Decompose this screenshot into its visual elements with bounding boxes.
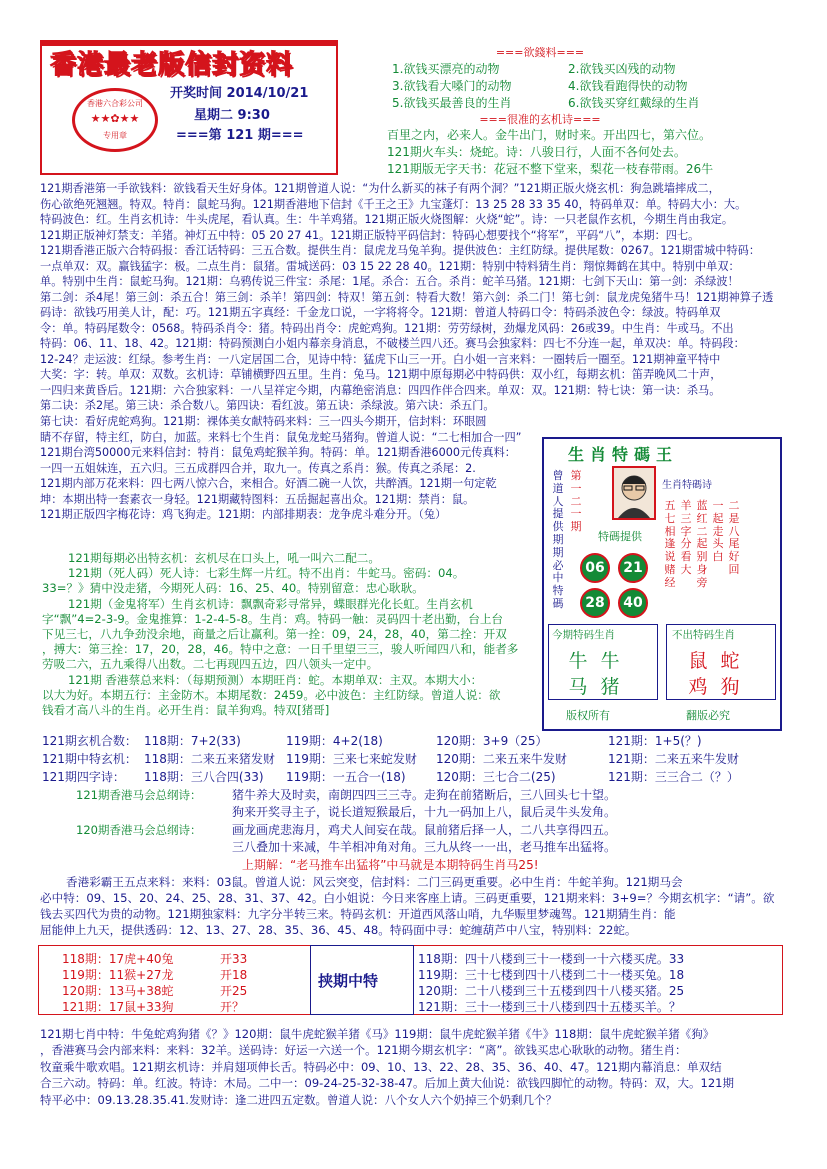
table-row-label: 121期玄机合数： xyxy=(42,734,137,748)
wish-item: 5.欲钱买最善良的生肖 xyxy=(392,96,512,110)
text-line: 121期正版神灯禁支：羊猪。神灯五中特：05 20 27 41。121期正版特平码信封：特码心想要找个“将军”，平码“八”，本期：四七。 xyxy=(40,228,700,242)
text-line: 坤：本期出特一套素衣一身轻。121期藏特图料：五岳掘起喜出众。121期：禁肖：鼠。 xyxy=(40,492,475,506)
table-cell: 120期：3+9（25） xyxy=(436,734,548,748)
text-line: 大奖：字：转。单双：双数。玄机诗：草铺横野四五里。生肖：兔马。121期中原每期必中特码供：双小红，每期玄机：笛弄晚风二十声， xyxy=(40,368,722,381)
text-line: 令：单。特码尾数令：0568。特码杀肖令：猪。特码出肖令：虎蛇鸡狗。121期：劳劳绿树，劲爆龙风码：26或39。中生肖：牛或马。不出 xyxy=(40,321,734,335)
king-paragraph xyxy=(40,874,774,938)
special-number: 40 xyxy=(618,588,648,618)
table-cell: 121期：三三合二（？） xyxy=(608,770,739,784)
center-label: 挟期中特 xyxy=(318,972,379,990)
text-line: 121期台湾50000元来料信封：特肖：鼠兔鸡蛇猴羊狗。特码：单。121期香港6000元传真料： xyxy=(40,446,516,459)
special-number: 06 xyxy=(580,553,610,583)
text-line: 12-24？走运波：红绿。参考生肖：一八定居国二合，见诗中特：猛虎下山三一开。白小姐一言来料：一圈转后一圈至。121期神童平特中 xyxy=(40,352,721,366)
seal-stars: ★★✿★★ xyxy=(90,112,140,125)
text-line: 必中特：09、15、20、24、25、28、31、37、42。白小姐说：今日来客座上请。三码更重要，121期来料：3+9=？今期玄机字：“请”。欲 xyxy=(40,891,775,905)
bottom-left-row: 119期：11猴+27龙 xyxy=(62,968,174,982)
text-line: 121期内部万花来料：四七两八惊六合，来相合。好酒二碗一人饮，共醉酒。121期一句定乾 xyxy=(40,477,497,490)
wish-title: ===欲錢料=== xyxy=(495,46,585,59)
horse-icon: 马 xyxy=(568,676,588,698)
text-line: 屈能伸上九天，提供透码：12、13、27、28、35、36、45、48。特码面中寻：蛇缠葫芦中八宝，特别料：22蛇。 xyxy=(40,923,637,937)
wish-item: 6.欲钱买穿红戴绿的生肖 xyxy=(568,96,700,110)
horse-line: 狗来开奖寻主子，说长道短猴最后，十九一码加上八，鼠后灵牛头发角。 xyxy=(232,805,617,819)
table-cell: 121期：1+5(？) xyxy=(608,734,702,748)
horse-label: 121期香港马会总纲诗： xyxy=(76,788,202,802)
not-out-title: 不出特码生肖 xyxy=(672,629,735,641)
horse-label: 120期香港马会总纲诗： xyxy=(76,823,202,837)
text-line: 第七诀：看好虎蛇鸡狗。121期：裸体美女献特码来料：三一四头今期开，信封料：环眼圆 xyxy=(40,415,487,428)
bottom-right-row: 121期：三十一楼到三十八楼到四十五楼买羊。？ xyxy=(418,1000,681,1014)
bottom-left-row: 121期：17鼠+33狗 xyxy=(62,1000,174,1014)
text-line: 第二剑：杀4尾！第三剑：杀五合！第三剑：杀羊！第四剑：特双！第五剑：特看大数！第六剑：杀二门！第七剑：鼠龙虎兔猪牛马！121期神算子透 xyxy=(40,290,774,304)
this-period-title: 今期特码生肖 xyxy=(552,629,615,641)
text-line: 121期 香港蔡总来料：（每期预测）本期旺肖：蛇。本期单双：主双。本期大小： xyxy=(68,672,483,687)
table-cell: 118期：7+2(33) xyxy=(144,734,241,748)
poem-line: 121期火车头：烧蛇。诗：八骏日行，人面不各何处去。 xyxy=(387,145,686,159)
rat-icon: 鼠 xyxy=(688,650,708,672)
text-line: 33=？》猜中没走猪，今期死人码：16、25、40。特别留意：忠心耿耿。 xyxy=(42,581,424,596)
bottom-left-row: 118期：17虎+40兔 xyxy=(62,952,174,966)
text-line: 字“飘”4=2-3-9。金鬼推算：1-2-4-5-8。生肖：鸡。特码一触：灵码四十老出勤，台上台 xyxy=(42,611,504,626)
text-line: 一四一五姐妹连，五六归。三五成群四合并，取九一。传真之系肖：猴。传真之杀尾：2. xyxy=(40,461,476,475)
text-line: 第二诀：杀2尾。第三诀：杀合数八。第四诀：看红波。第五诀：杀绿波。第六诀：杀五门。 xyxy=(40,399,495,412)
table-row-label: 121期中特玄机： xyxy=(42,752,137,766)
text-line: 121期每期必出特玄机：玄机尽在口头上，吼一叫六二配二。 xyxy=(68,551,380,565)
text-line: 钱去买四代为贵的动物。121期独家料：九字分半转三来。特码玄机：开道西风落山哨，九华赈里梦魂驾。121期猜生肖：能 xyxy=(40,907,676,921)
left-paragraph xyxy=(40,414,521,523)
special-number: 28 xyxy=(580,588,610,618)
table-cell: 121期：二来五来牛发财 xyxy=(608,752,739,766)
text-line: 下见三七，八九争劲没余地，商量之后让赢利。第一拴：09，24，28，40，第二拴：开双 xyxy=(42,627,507,642)
text-line: 香港彩霸王五点来料：来料：03鼠。曾道人说：风云突变，信封料：二门三码更重要。必中生肖：牛蛇羊狗。121期马会 xyxy=(66,875,683,889)
text-line: 121期（死人码）死人诗：七彩生辉一片红。特不出肖：牛蛇马。密码：04。 xyxy=(68,566,465,581)
pig-icon: 猪 xyxy=(600,676,620,698)
bottom-left-result: 开18 xyxy=(220,968,248,982)
text-line: 牧童乘牛歌欢唱。121期玄机诗：并肩翅项伸长舌。特码必中：09、10、13、22、28、35、36、40、47。121期内幕消息：单双结 xyxy=(40,1059,722,1074)
portrait-image xyxy=(612,466,656,520)
panel-left-column: 曾道人提供期期必中特碼 xyxy=(552,469,564,610)
panel-poem-label: 生肖特碼诗 xyxy=(662,480,712,491)
wish-item: 4.欲钱看跑得快的动物 xyxy=(568,79,688,93)
wish-item: 2.欲钱买凶残的动物 xyxy=(568,62,676,76)
panel-poem-col: 五七相逢说赌经 xyxy=(664,499,676,589)
table-cell: 118期：二来五来猪发财 xyxy=(144,752,275,766)
panel-poem-col: 二是八尾好回 xyxy=(728,499,740,576)
seal-bottom-text: 专用章 xyxy=(103,131,127,140)
seal-top-text: 香港六合彩公司 xyxy=(87,99,143,108)
poem-line: 百里之内，必来人。金牛出门，财时来。开出四七，第六位。 xyxy=(387,128,712,142)
text-line: 合三六动。特码：单。红波。特诗：木局。二中一：09-24-25-32-38-47。后加上黄大仙说：欲钱四脚忙的动物。特码：双，大。121期 xyxy=(40,1076,734,1091)
panel-poem-col: 羊三字分看大 xyxy=(680,499,692,576)
panel-title: 生肖特碼王 xyxy=(568,445,679,464)
text-line: 121期正版四字梅花诗：鸡飞狗走。121期：内部排期表：龙争虎斗难分开。（兔） xyxy=(40,508,447,521)
period-number: ===第 121 期=== xyxy=(176,128,304,143)
draw-time: 开奖时间 2014/10/21 xyxy=(170,86,309,101)
text-line: 劳吸二六，五九乘得八出数。二七再现四五边，四八领头一定中。 xyxy=(42,657,379,672)
provide-label: 特碼提供 xyxy=(598,530,642,543)
horse-line: 猪牛养大及时卖，南朗四四三三寺。走狗在前猪断后，三八回头七十望。 xyxy=(232,788,617,802)
header-title: 香港最老版信封资料 xyxy=(50,50,294,80)
text-line: 一点单双：双。赢钱猛字：极。二点生肖：鼠猪。雷城送码：03 15 22 28 40。121期：特别中特料猜生肖：翔惊舞鹤在其中。特别中单双： xyxy=(40,259,740,273)
special-number: 21 xyxy=(618,553,648,583)
text-line: 钱看才高八斗的生肖。必开生肖：鼠羊狗鸡。特双[猪哥] xyxy=(42,703,330,718)
table-cell: 118期：三八合四(33) xyxy=(144,770,264,784)
text-line: 特平必中：09.13.28.35.41.发财诗：逢二进四五定数。曾道人说：八个女人六个奶掉三个奶剩几个？ xyxy=(40,1092,557,1107)
panel-poem-col: 蓝红二起别身旁 xyxy=(696,499,708,589)
copyright-left: 版权所有 xyxy=(566,709,610,722)
text-line: 单。特别中生肖：鼠蛇马狗。121期：乌鸦传说三件宝：杀尾：1尾。杀合：五合。杀肖：蛇羊马猪。121期：七剑下天山：第一剑：杀绿波！ xyxy=(40,275,739,288)
panel-period-column: 第一二一期 xyxy=(570,469,582,534)
text-line: 121期香港正版六合特码报：香江话特码：三五合数。提供生肖：鼠虎龙马兔羊狗。提供波色：主红防绿。提供尾数：0267。121期雷城中特码： xyxy=(40,244,761,257)
text-line: 特码波色：红。生肖玄机诗：牛头虎尾，看认真。生：牛羊鸡猪。121期正版火烧图解：火烧“蛇”。诗：一只老鼠作玄机，今期生肖由我定。 xyxy=(40,213,734,226)
poem-title: ===很准的玄机诗=== xyxy=(479,113,601,126)
rooster-icon: 鸡 xyxy=(688,676,708,698)
bottom-left-row: 120期：13马+38蛇 xyxy=(62,984,174,998)
panel-poem-col: 一起走头白 xyxy=(712,499,724,564)
snake-icon: 蛇 xyxy=(720,650,740,672)
horse-line: 三八叠加十来减，牛羊相冲角对角。三九从终一一出，老马推车出猛将。 xyxy=(232,840,617,854)
table-row-label: 121期四字诗： xyxy=(42,770,125,784)
bottom-left-result: 开33 xyxy=(220,952,248,966)
table-cell: 120期：三七合二(25) xyxy=(436,770,556,784)
wish-item: 1.欲钱买漂亮的动物 xyxy=(392,62,500,76)
bottom-right-row: 118期：四十八楼到三十一楼到一十六楼买虎。33 xyxy=(418,952,685,966)
dog-icon: 狗 xyxy=(720,676,740,698)
footer-paragraph xyxy=(40,1026,734,1108)
text-line: ，香港赛马会内部来料：来料：32羊。送码诗：好运一六送一个。121期今期玄机字：“离”。欲钱买忠心耿耿的动物。猪生肖： xyxy=(40,1043,687,1058)
horse-line: 画龙画虎悲海月，鸡犬人间妄在哉。鼠前猪后择一人，二八共享得四五。 xyxy=(232,823,617,837)
text-line: 121期香港第一手欲钱料：欲钱看天生好身体。121期曾道人说：“为什么新买的袜子有两个洞？”121期正版火烧玄机：狗急跳墙摔成二， xyxy=(40,182,720,195)
bottom-right-row: 120期：二十八楼到三十五楼到四十八楼买猪。25 xyxy=(418,984,685,998)
copyright-right: 翻版必究 xyxy=(686,709,730,722)
text-line: 121期（金鬼将军）生肖玄机诗：飘飘奇彩寻常异，蝶眼群光化长虹。生肖玄机 xyxy=(68,596,473,611)
text-line: 特码：06、11、18、42。121期：特码预测白小姐内幕亲身消息，不破楼兰四八还。赛马会独家料：四七不分连一起，单双决：单。特码段： xyxy=(40,337,745,350)
wish-item: 3.欲钱看大嗓门的动物 xyxy=(392,79,512,93)
green-paragraph xyxy=(42,551,518,718)
text-line: 伤心欲绝死翘翘。特双。特肖：鼠蛇马狗。121期香港地下信封《千王之王》九宝蓬灯：13 25 28 33 35 40，特码单双：单。特码大小：大。 xyxy=(40,197,747,211)
poem-line: 121期版无字天书：花冠不整下堂来，梨花一枝春带雨。26牛 xyxy=(387,162,714,176)
bottom-left-result: 开？ xyxy=(220,1000,245,1014)
table-cell: 119期：一五合一(18) xyxy=(286,770,406,784)
table-cell: 119期：4+2(18) xyxy=(286,734,383,748)
weekday-time: 星期二 9:30 xyxy=(194,108,270,123)
table-cell: 120期：二来五来牛发财 xyxy=(436,752,567,766)
ox-icon: 牛 xyxy=(600,650,620,672)
text-line: 睛不存留，特主红，防白，加蓝。来料七个生肖：鼠兔龙蛇马猪狗。曾道人说：“二七相加合一四” xyxy=(40,430,522,444)
table-cell: 119期：三来七来蛇发财 xyxy=(286,752,417,766)
text-line: 一四归来黄昏后。121期：六合独家料：一八呈祥定今期，内幕绝密消息：四四作伴合四来。单双：双。121期：特七诀：第一诀：杀马。 xyxy=(40,383,721,397)
ox-icon: 牛 xyxy=(568,650,588,672)
text-line: 121期七肖中特：牛兔蛇鸡狗猪《？》120期：鼠牛虎蛇猴羊猪《马》119期：鼠牛虎蛇猴羊猪《牛》118期：鼠牛虎蛇猴羊猪《狗》 xyxy=(40,1027,715,1041)
last-period-explanation: 上期解：“老马推车出猛将”中马就是本期特码生肖马25! xyxy=(242,858,539,872)
bottom-right-row: 119期：三十七楼到四十八楼到二十一楼买兔。18 xyxy=(418,968,685,982)
main-paragraph xyxy=(40,181,773,414)
text-line: 以大为好。本期五行：主金防木。本期尾数：2459。必中波色：主红防绿。曾道人说：欲 xyxy=(42,687,501,702)
text-line: 码诗：欲钱巧用美人计，配：巧。121期五字真经：千金龙口说，一字将将令。121期：曾道人特码口令：特码杀波色令：绿波。特码单双 xyxy=(40,306,721,319)
text-line: ，搏大：第三拴：17，20，28，46。特中之意：一日千里望三三，骏人听闻四八和，能者多 xyxy=(42,642,519,657)
bottom-left-result: 开25 xyxy=(220,984,248,998)
